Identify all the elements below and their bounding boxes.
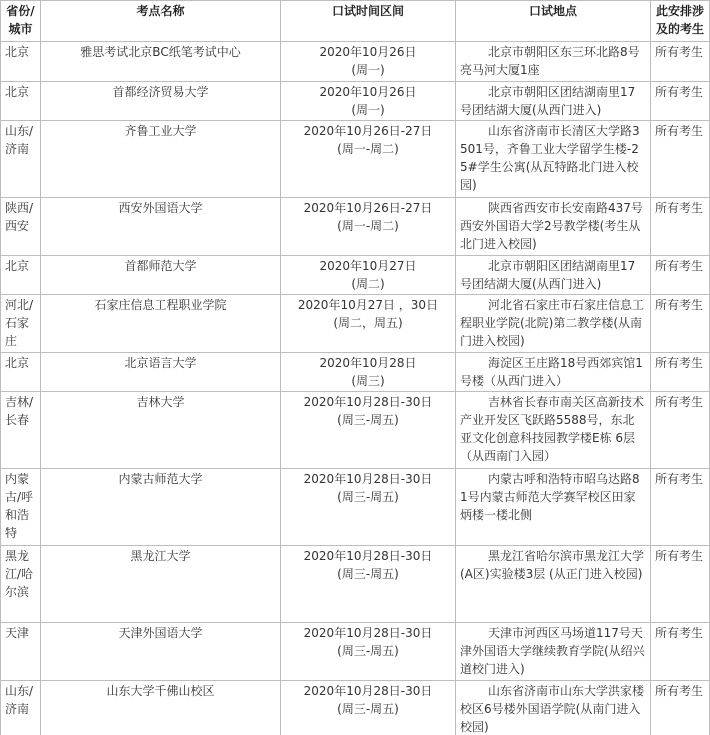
cell-candidates: 所有考生 bbox=[651, 623, 710, 681]
cell-venue: 内蒙古师范大学 bbox=[41, 469, 281, 546]
cell-weekday: (周二，周五) bbox=[333, 316, 403, 330]
cell-address: 黑龙江省哈尔滨市黑龙江大学(A区)实验楼3层 (从正门进入校园) bbox=[456, 546, 651, 623]
cell-time bbox=[281, 623, 456, 681]
cell-weekday: (周一) bbox=[351, 103, 385, 117]
cell-date: 2020年10月28日-30日 bbox=[303, 684, 433, 698]
cell-venue: 西安外国语大学 bbox=[41, 198, 281, 256]
cell-province: 北京 bbox=[1, 42, 41, 82]
cell-province: 山东/济南 bbox=[1, 121, 41, 198]
cell-venue: 天津外国语大学 bbox=[41, 623, 281, 681]
header-address: 口试地点 bbox=[456, 1, 651, 42]
cell-venue: 首都师范大学 bbox=[41, 256, 281, 295]
cell-date: 2020年10月27日 bbox=[319, 259, 417, 273]
header-province: 省份/城市 bbox=[1, 1, 41, 42]
cell-venue: 吉林大学 bbox=[41, 392, 281, 469]
cell-time bbox=[281, 121, 456, 198]
cell-province: 河北/石家庄 bbox=[1, 295, 41, 353]
cell-venue: 北京语言大学 bbox=[41, 353, 281, 392]
cell-time bbox=[281, 546, 456, 623]
cell-province: 内蒙古/呼和浩特 bbox=[1, 469, 41, 546]
table-row bbox=[1, 256, 710, 295]
cell-address: 山东省济南市长清区大学路3501号，齐鲁工业大学留学生楼-25#学生公寓(从瓦特路北门进入校园) bbox=[456, 121, 651, 198]
table-row bbox=[1, 82, 710, 121]
cell-date: 2020年10月27日 ，30日 bbox=[297, 298, 439, 312]
cell-address: 吉林省长春市南关区高新技术产业开发区飞跃路5588号，东北亚文化创意科技园教学楼E栋 6层（从西南门入园） bbox=[456, 392, 651, 469]
cell-date: 2020年10月28日-30日 bbox=[303, 549, 433, 563]
table-row bbox=[1, 392, 710, 469]
cell-address: 天津市河西区马场道117号天津外国语大学继续教育学院(从绍兴道校门进入) bbox=[456, 623, 651, 681]
cell-weekday: (周三-周五) bbox=[337, 567, 399, 581]
cell-date: 2020年10月28日-30日 bbox=[303, 395, 433, 409]
cell-weekday: (周一-周二) bbox=[337, 219, 399, 233]
cell-time bbox=[281, 198, 456, 256]
cell-province: 黑龙江/哈尔滨 bbox=[1, 546, 41, 623]
cell-weekday: (周三-周五) bbox=[337, 413, 399, 427]
cell-weekday: (周二) bbox=[351, 277, 385, 291]
header-candidates: 此安排涉及的考生 bbox=[651, 1, 710, 42]
cell-candidates: 所有考生 bbox=[651, 82, 710, 121]
cell-time bbox=[281, 392, 456, 469]
cell-time bbox=[281, 295, 456, 353]
cell-address: 河北省石家庄市石家庄信息工程职业学院(北院)第二教学楼(从南门进入校园) bbox=[456, 295, 651, 353]
table-row bbox=[1, 353, 710, 392]
table-row bbox=[1, 623, 710, 681]
cell-date: 2020年10月28日 bbox=[319, 356, 417, 370]
cell-address: 北京市朝阳区团结湖南里17号团结湖大厦(从西门进入) bbox=[456, 256, 651, 295]
cell-time bbox=[281, 469, 456, 546]
cell-candidates: 所有考生 bbox=[651, 121, 710, 198]
cell-date: 2020年10月28日-30日 bbox=[303, 626, 433, 640]
cell-weekday: (周一-周二) bbox=[337, 142, 399, 156]
cell-date: 2020年10月28日-30日 bbox=[303, 472, 433, 486]
header-venue: 考点名称 bbox=[41, 1, 281, 42]
cell-time bbox=[281, 42, 456, 82]
cell-province: 北京 bbox=[1, 353, 41, 392]
cell-candidates: 所有考生 bbox=[651, 681, 710, 735]
cell-candidates: 所有考生 bbox=[651, 198, 710, 256]
table-row bbox=[1, 295, 710, 353]
cell-date: 2020年10月26日-27日 bbox=[303, 201, 433, 215]
cell-venue: 石家庄信息工程职业学院 bbox=[41, 295, 281, 353]
cell-address: 内蒙古呼和浩特市昭乌达路81号内蒙古师范大学赛罕校区田家炳楼一楼北侧 bbox=[456, 469, 651, 546]
cell-candidates: 所有考生 bbox=[651, 469, 710, 546]
cell-time bbox=[281, 256, 456, 295]
header-time: 口试时间区间 bbox=[281, 1, 456, 42]
cell-candidates: 所有考生 bbox=[651, 42, 710, 82]
cell-time bbox=[281, 353, 456, 392]
cell-address: 陕西省西安市长安南路437号西安外国语大学2号教学楼(考生从北门进入校园) bbox=[456, 198, 651, 256]
cell-address: 山东省济南市山东大学洪家楼校区6号楼外国语学院(从南门进入校园) bbox=[456, 681, 651, 735]
cell-address: 北京市朝阳区团结湖南里17号团结湖大厦(从西门进入) bbox=[456, 82, 651, 121]
cell-date: 2020年10月26日 bbox=[319, 85, 417, 99]
cell-province: 陕西/西安 bbox=[1, 198, 41, 256]
cell-province: 北京 bbox=[1, 82, 41, 121]
cell-weekday: (周三) bbox=[351, 374, 385, 388]
cell-candidates: 所有考生 bbox=[651, 353, 710, 392]
cell-candidates: 所有考生 bbox=[651, 546, 710, 623]
header-row bbox=[1, 1, 710, 42]
cell-weekday: (周三-周五) bbox=[337, 490, 399, 504]
cell-date: 2020年10月26日-27日 bbox=[303, 124, 433, 138]
cell-venue: 首都经济贸易大学 bbox=[41, 82, 281, 121]
cell-address: 北京市朝阳区东三环北路8号亮马河大厦1座 bbox=[456, 42, 651, 82]
cell-weekday: (周三-周五) bbox=[337, 644, 399, 658]
table-row bbox=[1, 546, 710, 623]
cell-candidates: 所有考生 bbox=[651, 295, 710, 353]
cell-province: 天津 bbox=[1, 623, 41, 681]
table-row bbox=[1, 681, 710, 735]
cell-candidates: 所有考生 bbox=[651, 392, 710, 469]
cell-venue: 雅思考试北京BC纸笔考试中心 bbox=[41, 42, 281, 82]
cell-province: 吉林/长春 bbox=[1, 392, 41, 469]
cell-venue: 山东大学千佛山校区 bbox=[41, 681, 281, 735]
cell-address: 海淀区王庄路18号西郊宾馆1号楼（从西门进入） bbox=[456, 353, 651, 392]
cell-time bbox=[281, 82, 456, 121]
cell-time bbox=[281, 681, 456, 735]
cell-venue: 齐鲁工业大学 bbox=[41, 121, 281, 198]
cell-weekday: (周三-周五) bbox=[337, 702, 399, 716]
cell-date: 2020年10月26日 bbox=[319, 45, 417, 59]
table-row bbox=[1, 198, 710, 256]
table-row bbox=[1, 121, 710, 198]
cell-venue: 黑龙江大学 bbox=[41, 546, 281, 623]
cell-weekday: (周一) bbox=[351, 63, 385, 77]
table-row bbox=[1, 42, 710, 82]
cell-province: 山东/济南 bbox=[1, 681, 41, 735]
table-row bbox=[1, 469, 710, 546]
cell-province: 北京 bbox=[1, 256, 41, 295]
cell-candidates: 所有考生 bbox=[651, 256, 710, 295]
